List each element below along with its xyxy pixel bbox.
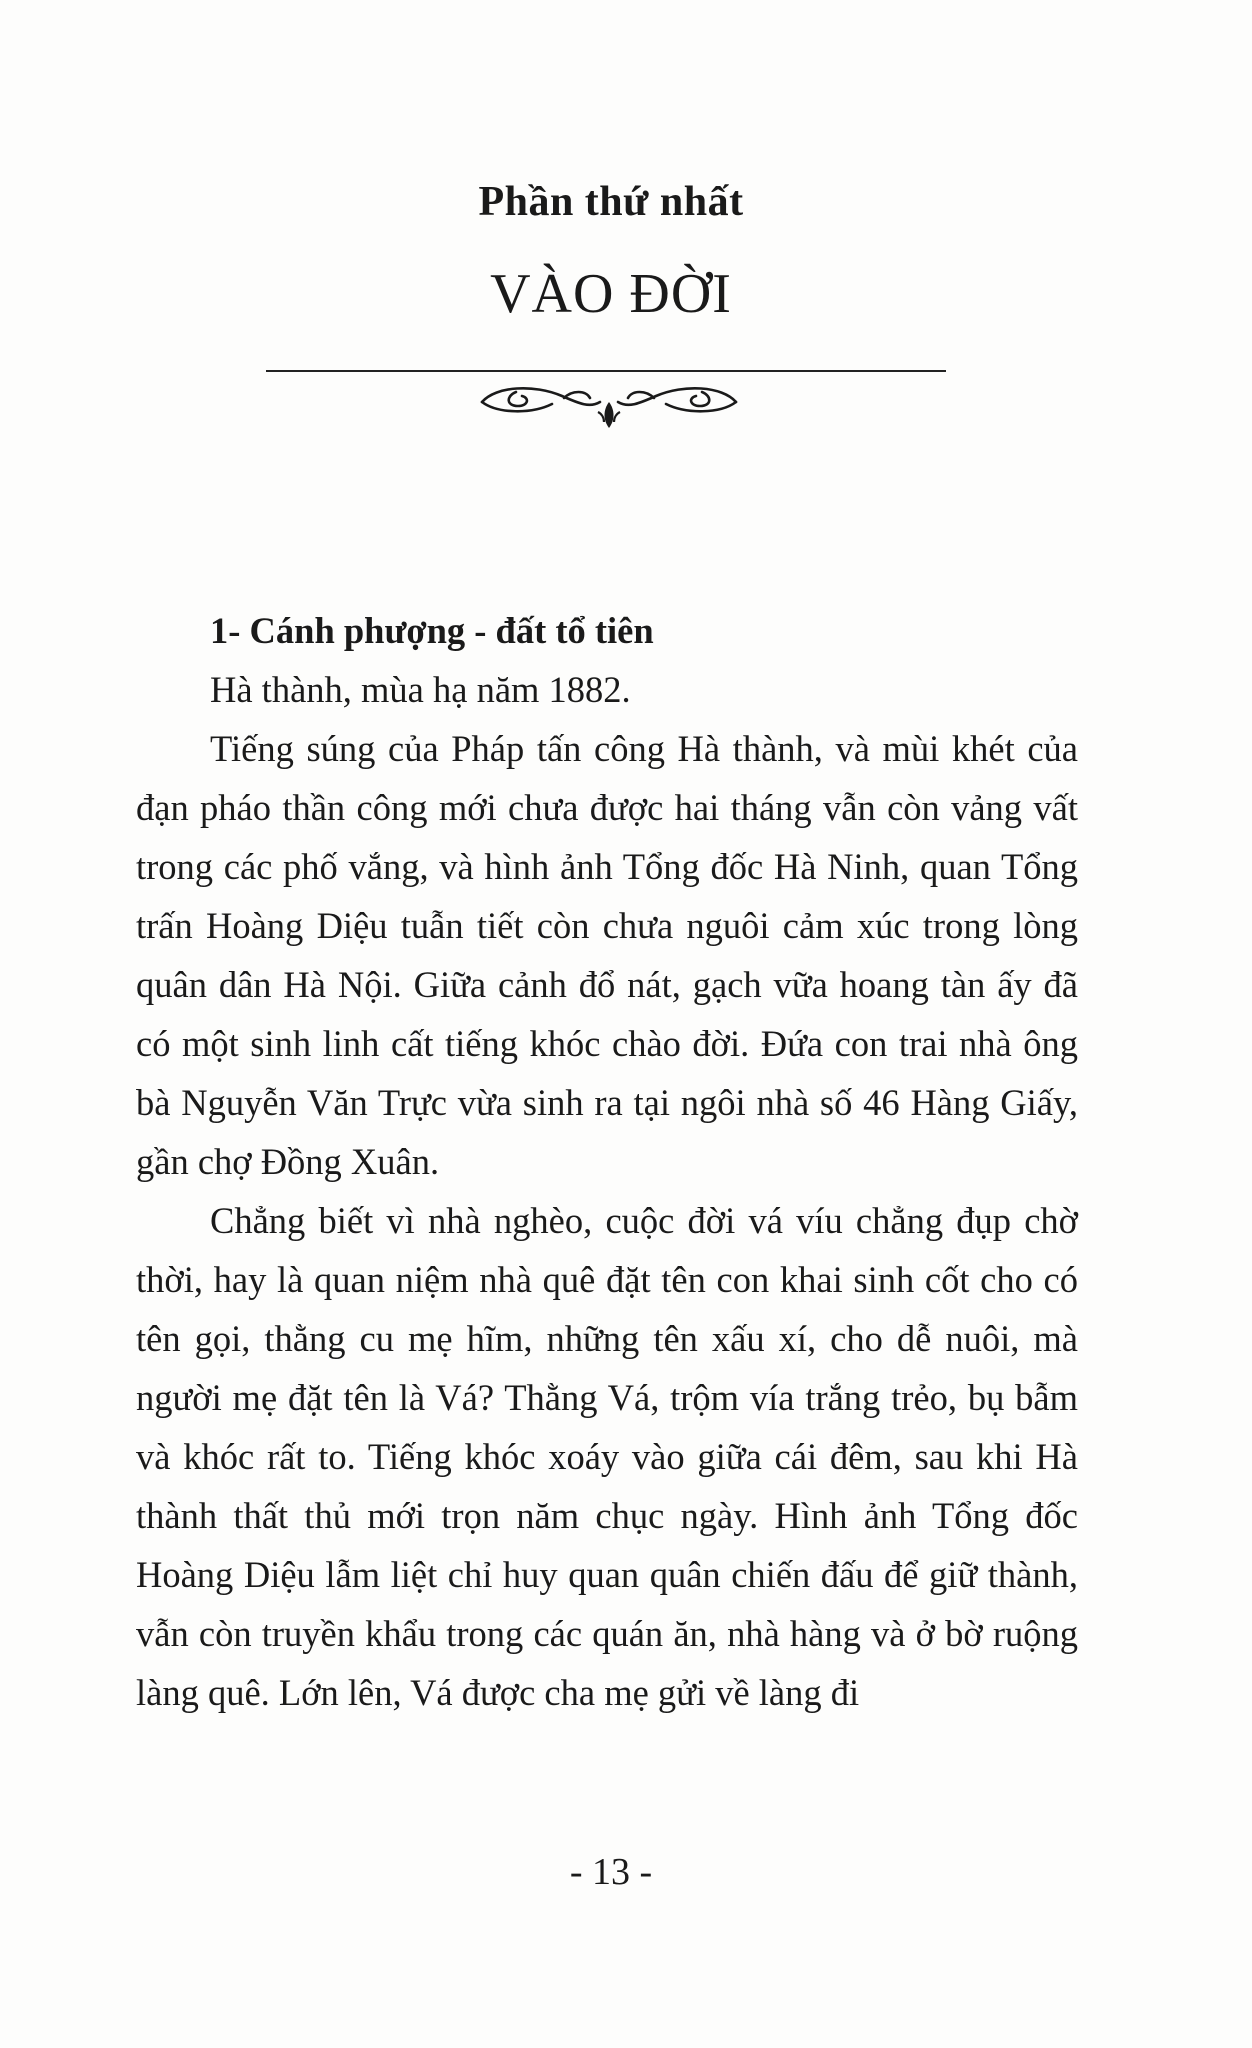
dateline: Hà thành, mùa hạ năm 1882. [210, 669, 631, 710]
paragraph: Chẳng biết vì nhà nghèo, cuộc đời vá víu chẳng đụp chờ thời, hay là quan niệm nhà quê đặt tên con khai sinh cốt cho có tên gọi, thằng cu mẹ hĩm, những tên xấu xí, cho dễ nuôi, mà người mẹ đặt tên là Vá? Thằng Vá, trộm vía trắng trẻo, bụ bẫm và khóc rất to. Tiếng khóc xoáy vào giữa cái đêm, sau khi Hà thành thất thủ mới trọn năm chục ngày. Hình ảnh Tổng đốc Hoàng Diệu lẫm liệt chỉ huy quan quân chiến đấu để giữ thành, vẫn còn truyền khẩu trong các quán ăn, nhà hàng và ở bờ ruộng làng quê. Lớn lên, Vá được cha mẹ gửi về làng đi [136, 1200, 1078, 1713]
paragraph: Tiếng súng của Pháp tấn công Hà thành, và mùi khét của đạn pháo thần công mới chưa được hai tháng vẫn còn vảng vất trong các phố vắng, và hình ảnh Tổng đốc Hà Ninh, quan Tổng trấn Hoàng Diệu tuẫn tiết còn chưa nguôi cảm xúc trong lòng quân dân Hà Nội. Giữa cảnh đổ nát, gạch vữa hoang tàn ấy đã có một sinh linh cất tiếng khóc chào đời. Đứa con trai nhà ông bà Nguyễn Văn Trực vừa sinh ra tại ngôi nhà số 46 Hàng Giấy, gần chợ Đồng Xuân. [136, 728, 1078, 1182]
body-text [136, 601, 1078, 1722]
page-number: - 13 - [569, 1851, 653, 1893]
part-title: Phần thứ nhất [478, 179, 744, 225]
chapter-title: VÀO ĐỜI [490, 263, 732, 325]
section-heading: 1- Cánh phượng - đất tổ tiên [210, 610, 654, 651]
scroll-ornament-icon [476, 372, 742, 430]
